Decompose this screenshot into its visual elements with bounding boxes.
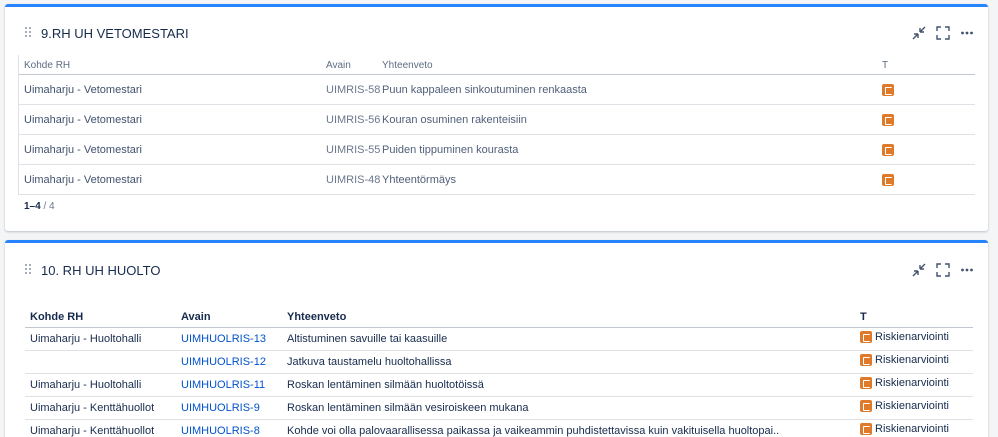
cell-avain[interactable]: UIMRIS-56 (326, 114, 381, 126)
drag-handle-icon[interactable] (25, 264, 33, 274)
table-row[interactable] (19, 105, 975, 135)
cell-kohde: Uimaharju - Vetomestari (24, 174, 142, 186)
pagination-range: 1–4 (24, 201, 41, 212)
cell-yhteenveto[interactable]: Puiden tippuminen kourasta (382, 144, 519, 156)
more-icon[interactable] (960, 26, 974, 40)
cell-avain[interactable]: UIMRIS-58 (326, 84, 381, 96)
table-header (19, 55, 975, 75)
cell-type: Riskienarviointi (875, 400, 949, 412)
column-header-yhteenveto[interactable]: Yhteenveto (282, 307, 855, 327)
table-row[interactable] (25, 373, 973, 396)
cell-avain[interactable]: UIMRIS-48 (326, 174, 381, 186)
column-header-kohde[interactable]: Kohde RH (24, 60, 71, 71)
column-header-yhteenveto[interactable]: Yhteenveto (382, 60, 433, 71)
table-row[interactable] (25, 396, 973, 419)
issue-key-link[interactable]: UIMHUOLRIS-9 (181, 401, 260, 414)
table-row[interactable] (19, 165, 975, 195)
risk-type-icon (860, 423, 872, 435)
panel-title: 9.RH UH VETOMESTARI (41, 26, 189, 41)
fullscreen-icon[interactable] (936, 263, 950, 277)
column-header-avain[interactable]: Avain (326, 60, 351, 71)
column-header-kohde[interactable]: Kohde RH (25, 307, 176, 327)
pagination-total: / 4 (40, 201, 55, 212)
table-row[interactable] (25, 350, 973, 373)
cell-kohde (25, 350, 176, 373)
drag-handle-icon[interactable] (25, 27, 33, 37)
table-row[interactable] (19, 135, 975, 165)
issue-table (25, 307, 973, 437)
panel-title: 10. RH UH HUOLTO (41, 263, 161, 278)
pagination-info (24, 201, 55, 212)
cell-kohde: Uimaharju - Huoltohalli (25, 373, 176, 396)
risk-type-icon (882, 114, 894, 127)
cell-type: Riskienarviointi (875, 331, 949, 343)
cell-kohde: Uimaharju - Kenttähuollot (25, 419, 176, 437)
cell-avain[interactable]: UIMRIS-55 (326, 144, 381, 156)
table-row[interactable] (19, 75, 975, 105)
risk-type-icon (882, 144, 894, 157)
cell-type: Riskienarviointi (875, 423, 949, 435)
cell-yhteenveto[interactable]: Roskan lentäminen silmään vesiroiskeen mukana (282, 396, 855, 419)
risk-type-icon (860, 400, 872, 412)
issue-key-link[interactable]: UIMHUOLRIS-11 (181, 378, 266, 391)
column-header-avain[interactable]: Avain (176, 307, 282, 327)
table-row[interactable] (25, 419, 973, 437)
minimize-icon[interactable] (912, 26, 926, 40)
cell-yhteenveto[interactable]: Puun kappaleen sinkoutuminen renkaasta (382, 84, 587, 96)
risk-type-icon (882, 174, 894, 187)
cell-yhteenveto[interactable]: Yhteentörmäys (382, 174, 456, 186)
cell-kohde: Uimaharju - Kenttähuollot (25, 396, 176, 419)
cell-type: Riskienarviointi (875, 377, 949, 389)
column-header-type[interactable]: T (882, 60, 889, 71)
table-header (25, 307, 973, 327)
issue-table (18, 55, 975, 195)
cell-type: Riskienarviointi (875, 354, 949, 366)
issue-key-link[interactable]: UIMHUOLRIS-13 (181, 332, 266, 345)
risk-type-icon (860, 331, 872, 343)
fullscreen-icon[interactable] (936, 26, 950, 40)
cell-kohde: Uimaharju - Vetomestari (24, 144, 142, 156)
risk-type-icon (882, 84, 894, 97)
risk-type-icon (860, 354, 872, 366)
gadget-panel (5, 240, 988, 437)
cell-kohde: Uimaharju - Vetomestari (24, 84, 142, 96)
cell-yhteenveto[interactable]: Roskan lentäminen silmään huoltotöissä (282, 373, 855, 396)
column-header-type[interactable]: T (855, 307, 973, 327)
cell-kohde: Uimaharju - Huoltohalli (25, 327, 176, 350)
more-icon[interactable] (960, 263, 974, 277)
cell-kohde: Uimaharju - Vetomestari (24, 114, 142, 126)
cell-yhteenveto[interactable]: Kohde voi olla palovaarallisessa paikassa ja vaikeammin puhdistettavissa kuin vakituisella huoltopai.. (282, 419, 855, 437)
cell-yhteenveto[interactable]: Altistuminen savuille tai kaasuille (282, 327, 855, 350)
gadget-panel (5, 4, 988, 231)
minimize-icon[interactable] (912, 263, 926, 277)
cell-yhteenveto[interactable]: Jatkuva taustamelu huoltohallissa (282, 350, 855, 373)
issue-key-link[interactable]: UIMHUOLRIS-12 (181, 355, 266, 368)
issue-key-link[interactable]: UIMHUOLRIS-8 (181, 424, 260, 437)
risk-type-icon (860, 377, 872, 389)
cell-yhteenveto[interactable]: Kouran osuminen rakenteisiin (382, 114, 527, 126)
table-row[interactable] (25, 327, 973, 350)
